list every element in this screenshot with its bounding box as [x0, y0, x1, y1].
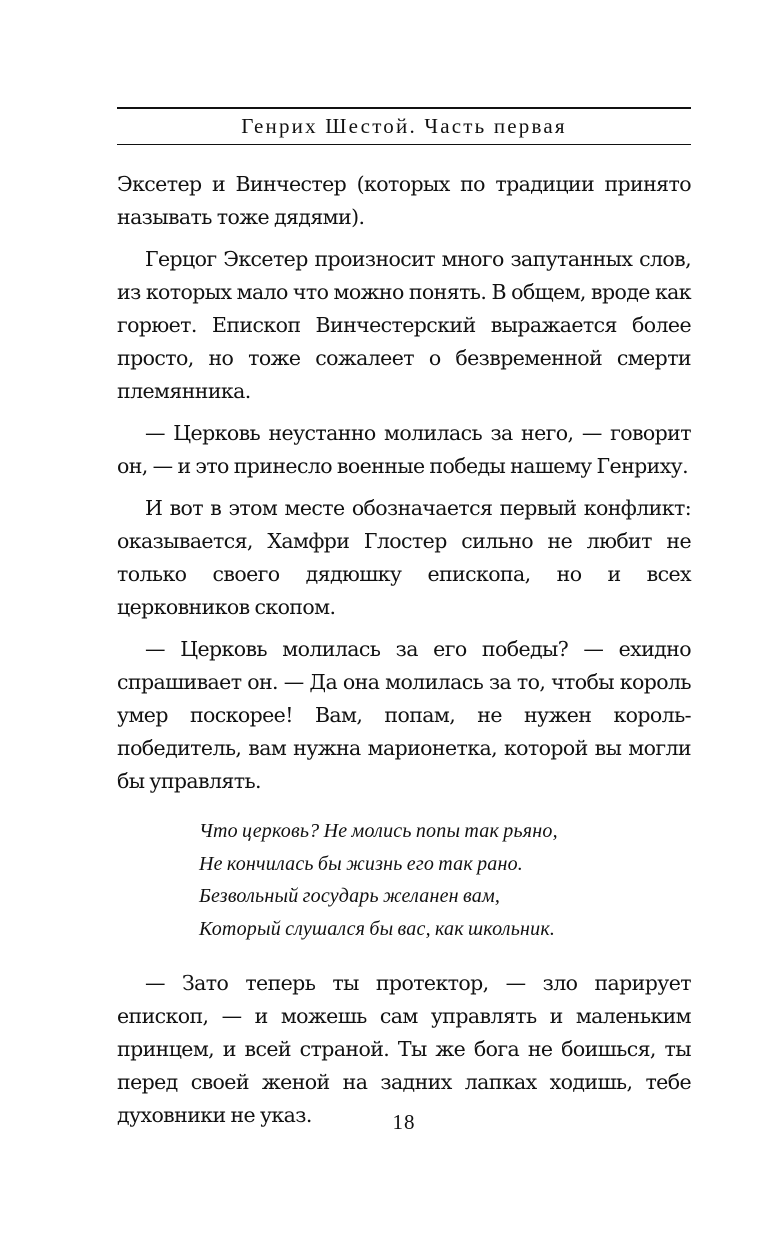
paragraph: Герцог Эксетер произносит много запутанных слов, из которых мало что можно понять. В общем, вроде как горюет. Епископ Винчестерский выражается более просто, но тоже сожалеет о безвременной смерти племянника.: [117, 247, 691, 403]
body-text: [117, 168, 691, 1141]
paragraph: — Церковь молилась за его победы? — ехидно спрашивает он. — Да она молилась за то, чтобы король умер поскорее! Вам, попам, не нужен король-победитель, вам нужна марионетка, которой вы могли бы управлять.: [117, 637, 691, 793]
verse-quote: [199, 815, 691, 945]
verse-line: Безвольный государь желанен вам,: [199, 885, 501, 907]
paragraph: — Церковь неустанно молилась за него, — говорит он, — и это принесло военные победы нашему Генриху.: [117, 421, 691, 478]
paragraph: И вот в этом месте обозначается первый конфликт: оказывается, Хамфри Глостер сильно не любит не только своего дядюшку епископа, но и всех церковников скопом.: [117, 496, 691, 619]
verse-line: Что церковь? Не молись попы так рьяно,: [199, 820, 558, 842]
paragraph: — Зато теперь ты протектор, — зло парирует епископ, — и можешь сам управлять и маленьким принцем, и всей страной. Ты же бога не боишься, ты перед своей женой на задних лапках ходишь, тебе духовники не указ.: [117, 971, 691, 1127]
header-bottom-rule: [117, 144, 691, 145]
paragraph: Эксетер и Винчестер (которых по традиции принято называть тоже дядями).: [117, 172, 691, 229]
running-head: Генрих Шестой. Часть первая: [241, 114, 567, 138]
verse-line: Не кончилась бы жизнь его так рано.: [199, 852, 523, 875]
header-top-rule: [117, 107, 691, 109]
page-number: 18: [392, 1110, 416, 1134]
verse-line: Который слушался бы вас, как школьник.: [199, 917, 556, 940]
